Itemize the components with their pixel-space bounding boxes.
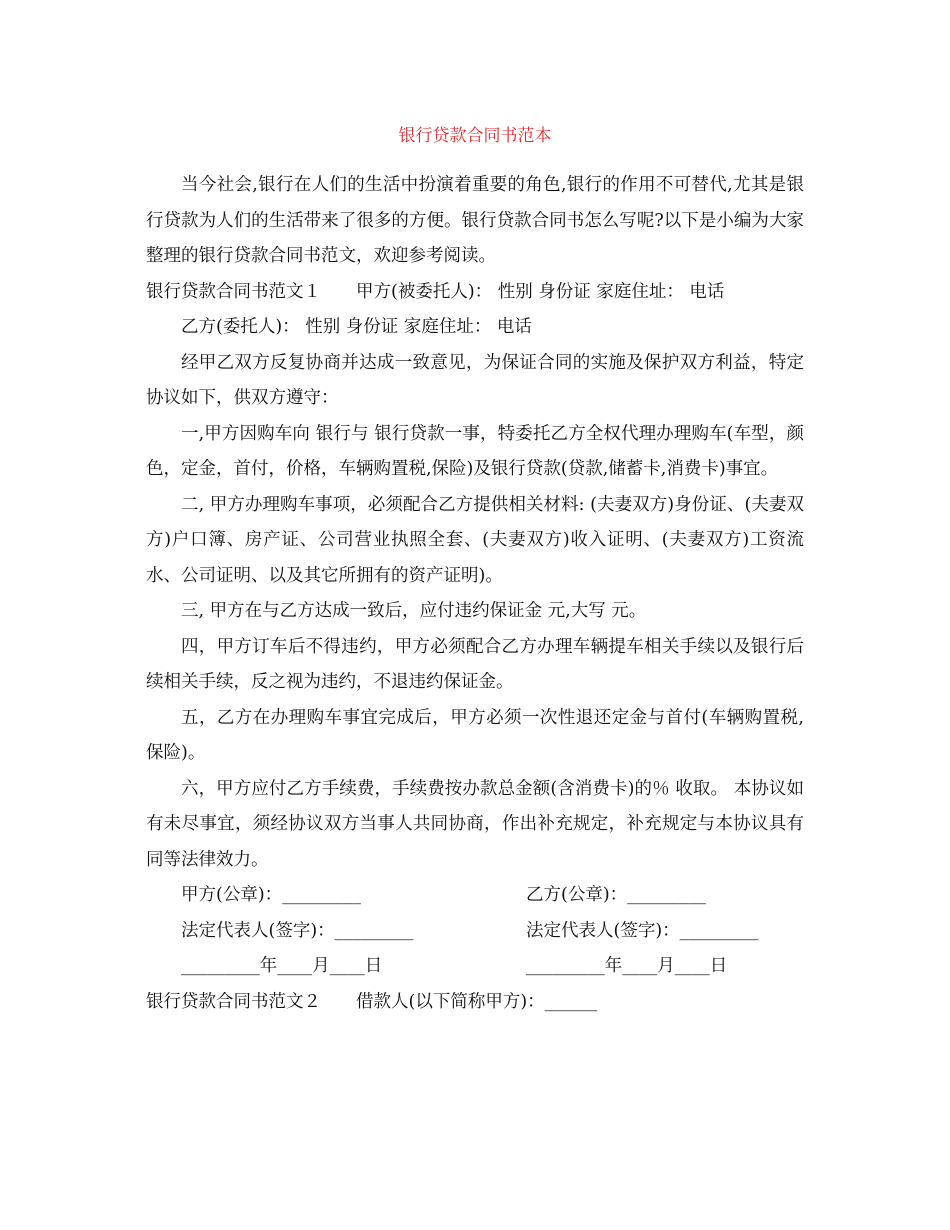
sample1-heading: 银行贷款合同书范文１ — [146, 281, 321, 302]
signature-row-representative — [146, 914, 804, 950]
party-b-seal: 乙方(公章)：_________ — [526, 885, 706, 905]
sample1-heading-line — [146, 275, 804, 311]
clause-3: 三, 甲方在与乙方达成一致后，应付违约保证金 元,大写 元。 — [181, 601, 647, 621]
clause-6: 六，甲方应付乙方手续费，手续费按办款总金额(含消费卡)的％ 收取。 本协议如有未尽事宜，须经协议双方当事人共同协商，作出补充规定，补充规定与本协议具有同等法律效力。 — [146, 778, 804, 870]
document-title: 银行贷款合同书范本 — [398, 126, 552, 146]
intro-paragraph: 当今社会,银行在人们的生活中扮演着重要的角色,银行的作用不可替代,尤其是银行贷款为人们的生活带来了很多的方便。银行贷款合同书怎么写呢?以下是小编为大家整理的银行贷款合同书范文，欢迎参考阅读。 — [146, 175, 804, 266]
party-a-representative: 法定代表人(签字)：_________ — [181, 920, 414, 941]
clause-4: 四，甲方订车后不得违约，甲方必须配合乙方办理车辆提车相关手续以及银行后续相关手续，反之视为违约，不退违约保证金。 — [146, 636, 804, 692]
sample2-heading-line — [146, 985, 804, 1021]
party-b-date: _________年____月____日 — [526, 956, 728, 976]
signature-row-seal — [146, 878, 804, 914]
sample2-heading: 银行贷款合同书范文２ — [146, 991, 321, 1012]
signature-row-date — [146, 949, 804, 985]
party-b-line: 乙方(委托人)： 性别 身份证 家庭住址： 电话 — [181, 317, 532, 337]
document-body — [146, 168, 804, 1020]
party-a-line: 甲方(被委托人)： 性别 身份证 家庭住址： 电话 — [356, 281, 725, 302]
party-a-seal: 甲方(公章)：_________ — [181, 885, 361, 905]
clause-2: 二, 甲方办理购车事项，必须配合乙方提供相关材料: (夫妻双方)身份证、(夫妻双方)户口簿、房产证、公司营业执照全套、(夫妻双方)收入证明、(夫妻双方)工资流水、公司证明、以及其它所拥有的资产证明)。 — [146, 494, 804, 586]
borrower-line: 借款人(以下简称甲方)：______ — [356, 991, 598, 1012]
clause-5: 五，乙方在办理购车事宜完成后，甲方必须一次性退还定金与首付(车辆购置税,保险)。 — [146, 707, 804, 763]
party-a-date: _________年____月____日 — [181, 956, 383, 976]
clause-1: 一,甲方因购车向 银行与 银行贷款一事，特委托乙方全权代理办理购车(车型，颜色，定金，首付，价格，车辆购置税,保险)及银行贷款(贷款,储蓄卡,消费卡)事宜。 — [146, 423, 804, 479]
preamble-paragraph: 经甲乙双方反复协商并达成一致意见，为保证合同的实施及保护双方利益，特定协议如下，供双方遵守： — [146, 352, 804, 408]
party-b-representative: 法定代表人(签字)：_________ — [526, 920, 759, 941]
